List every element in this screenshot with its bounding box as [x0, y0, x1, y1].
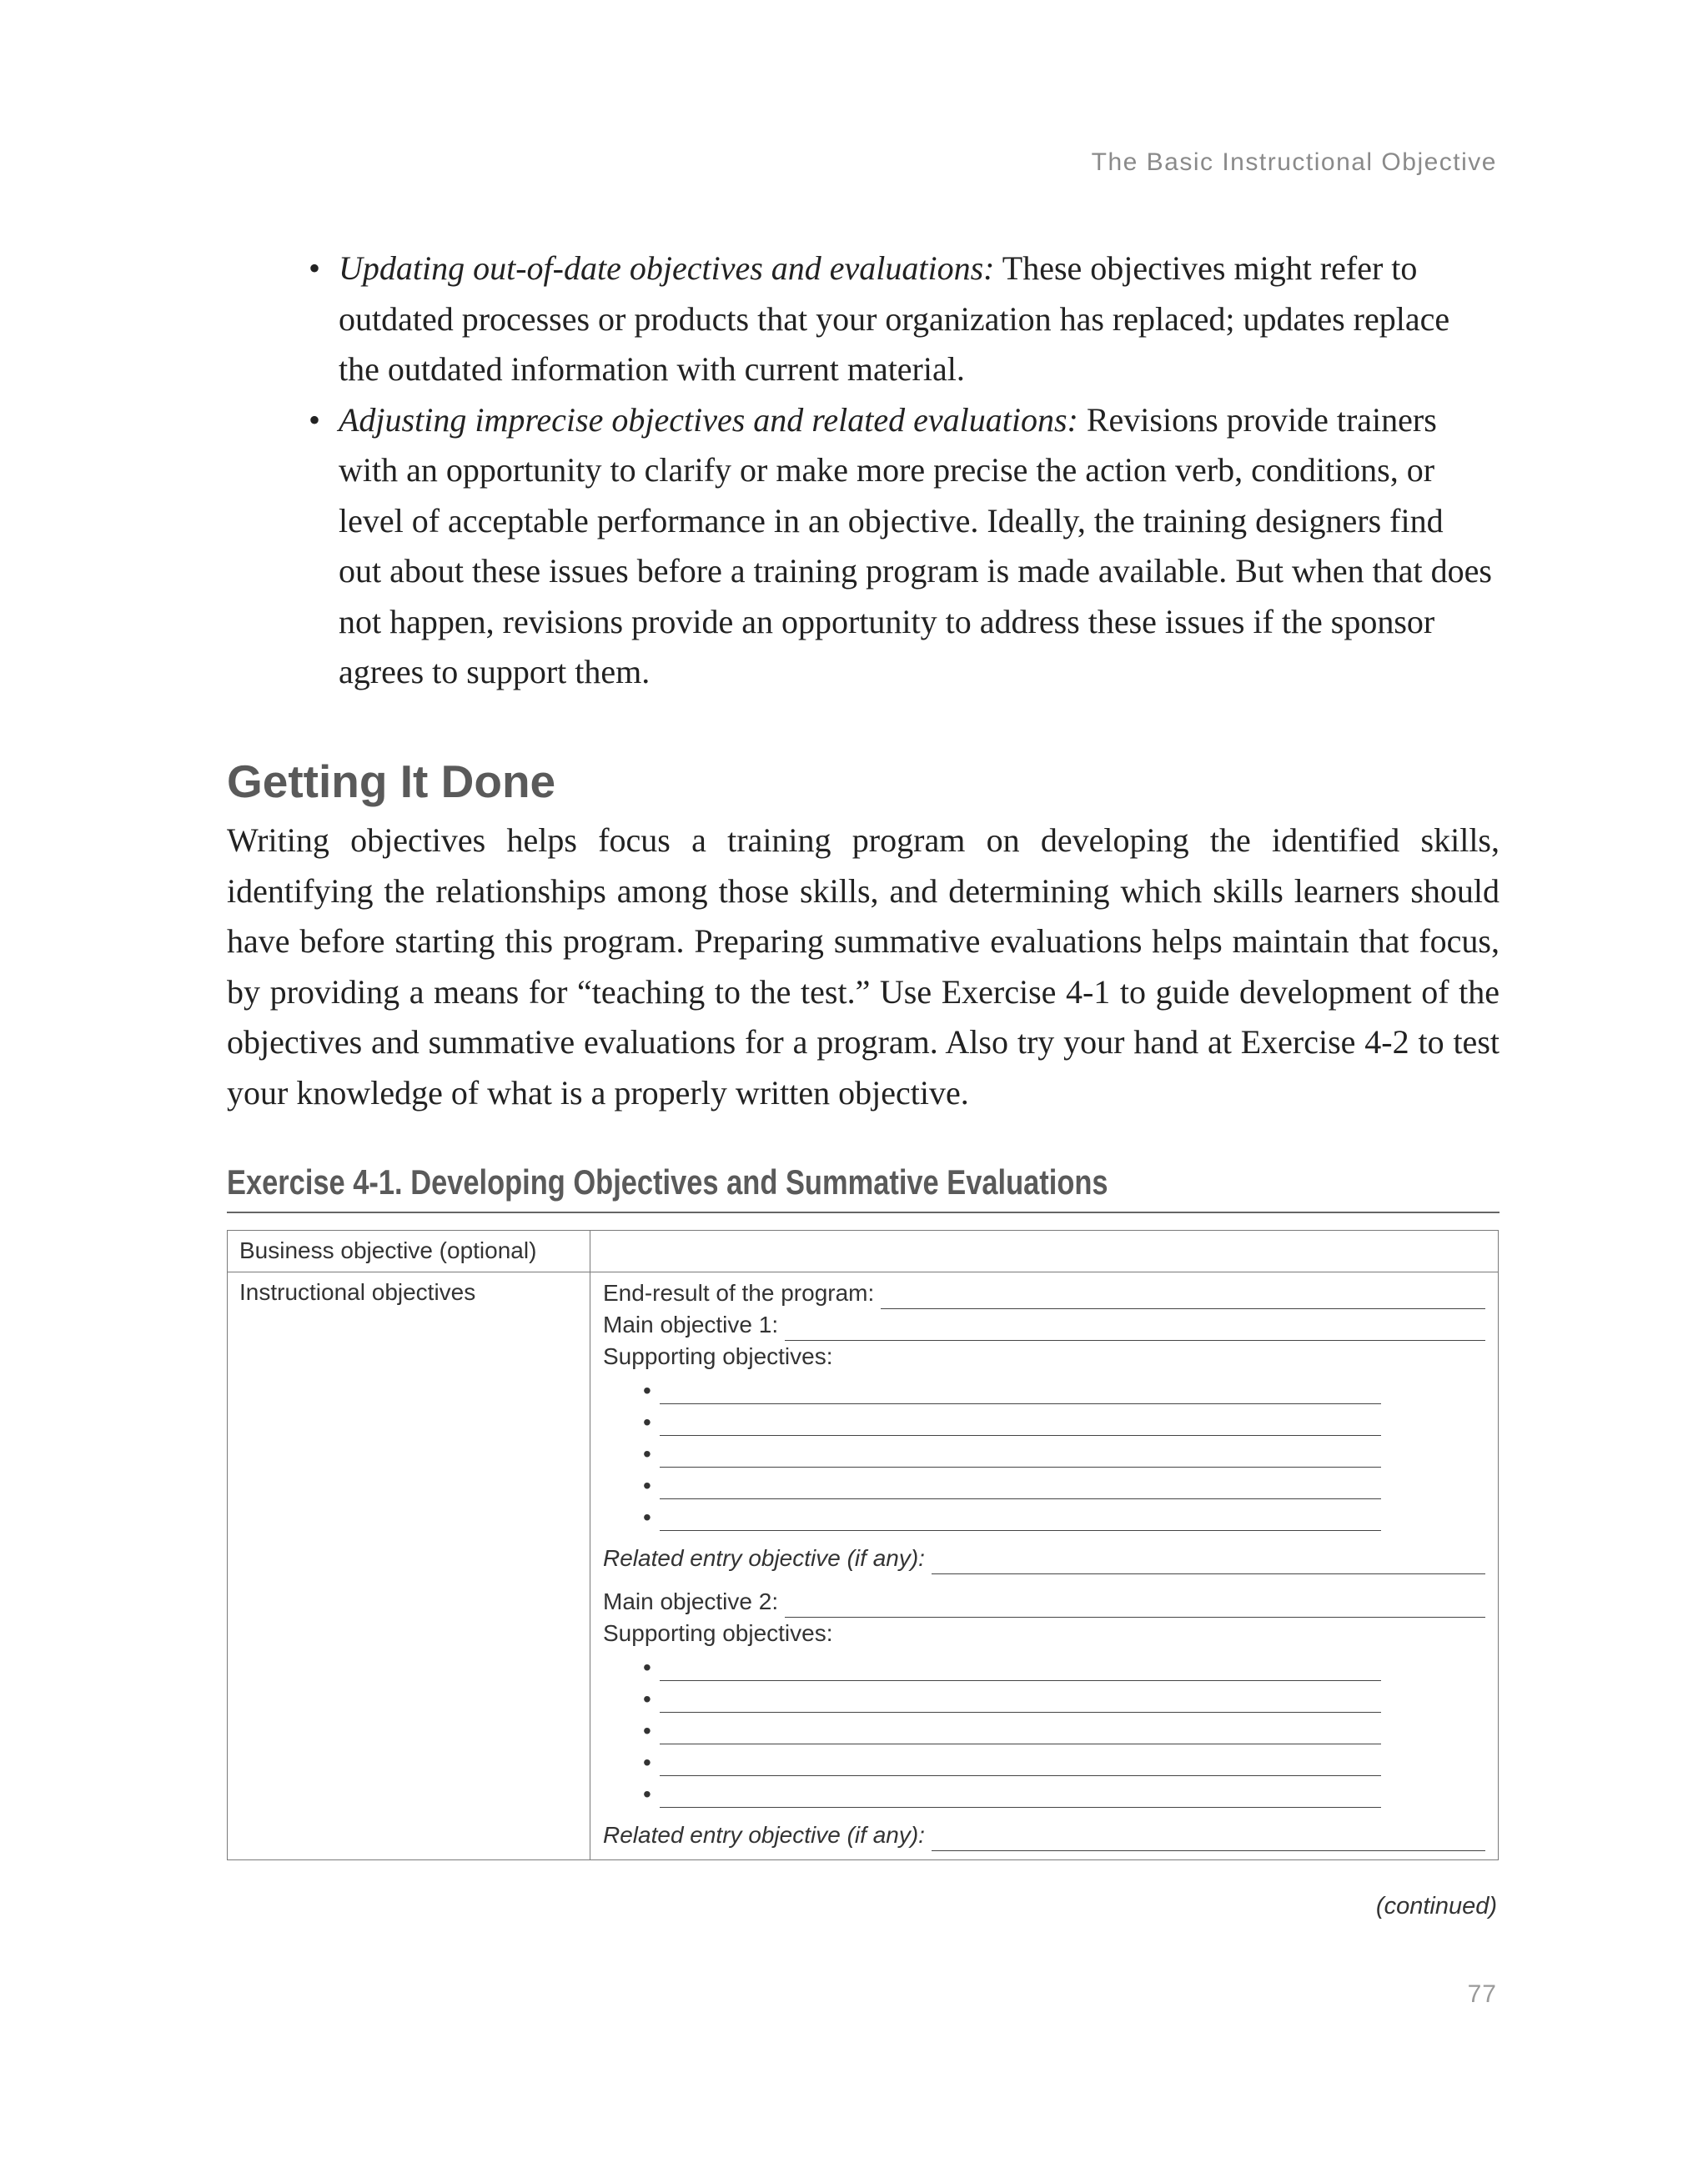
supporting-objective-row	[603, 1468, 1485, 1499]
supporting-objective-blank[interactable]	[660, 1442, 1381, 1468]
supporting-objective-row	[603, 1744, 1485, 1776]
bullet-dot: •	[643, 1749, 651, 1775]
bullet-dot: •	[643, 1686, 651, 1712]
table-row	[228, 1231, 1499, 1272]
list-item	[309, 243, 1493, 395]
list-item	[309, 395, 1493, 698]
supporting-objective-row	[603, 1499, 1485, 1531]
bullet-dot: •	[643, 1654, 651, 1680]
supporting-objectives-label: Supporting objectives:	[603, 1620, 833, 1646]
supporting-objective-row	[603, 1649, 1485, 1681]
main-objective-1-blank[interactable]	[785, 1315, 1485, 1341]
related-entry-blank[interactable]	[932, 1825, 1485, 1851]
supporting-objective-row	[603, 1436, 1485, 1468]
bullet-text: Revisions provide trainers with an opportunity to clarify or make more precise the action verb, conditions, or level of acceptable performance in an objective. Ideally, the training designers find out about these issues before a training program is made available. But when that does not happen, revisions provide an opportunity to address these issues if the sponsor agrees to support them.	[339, 400, 1492, 690]
related-entry-label: Related entry objective (if any):	[603, 1822, 925, 1848]
related-entry-blank[interactable]	[932, 1548, 1485, 1574]
end-result-row	[603, 1277, 1485, 1309]
bullet-dot: •	[309, 249, 321, 287]
instructional-objectives-cell	[590, 1272, 1499, 1860]
end-result-blank[interactable]	[881, 1283, 1485, 1309]
supporting-objective-row	[603, 1713, 1485, 1744]
table-row	[228, 1272, 1499, 1860]
supporting-objective-blank[interactable]	[660, 1655, 1381, 1681]
main-objective-1-row	[603, 1309, 1485, 1341]
main-objective-2-row	[603, 1586, 1485, 1618]
title-rule	[227, 1212, 1500, 1213]
bullet-dot: •	[643, 1409, 651, 1435]
instructional-objectives-label: Instructional objectives	[228, 1272, 590, 1860]
bullet-dot: •	[643, 1473, 651, 1498]
bullet-dot: •	[309, 400, 321, 439]
exercise-table	[227, 1230, 1499, 1860]
running-head: The Basic Instructional Objective	[1091, 148, 1497, 176]
bullet-dot: •	[643, 1718, 651, 1744]
bullet-list	[309, 243, 1493, 698]
supporting-objective-row	[603, 1681, 1485, 1713]
bullet-lead: Updating out-of-date objectives and evaluations:	[339, 249, 995, 287]
supporting-objective-blank[interactable]	[660, 1719, 1381, 1744]
end-result-label: End-result of the program:	[603, 1280, 875, 1306]
bullet-dot: •	[643, 1441, 651, 1467]
bullet-dot: •	[643, 1378, 651, 1403]
supporting-objective-row	[603, 1404, 1485, 1436]
section-title: Getting It Done	[227, 755, 556, 807]
body-paragraph: Writing objectives helps focus a training program on developing the identified skills, identifying the relationships among those skills, and determining which skills learners should have before starting this program. Preparing summative evaluations helps maintain that focus, by providing a means for “teaching to the test.” Use Exercise 4-1 to guide development of the objectives and summative evaluations for a program. Also try your hand at Exercise 4-2 to test your knowledge of what is a properly written objective.	[227, 821, 1500, 1112]
supporting-objective-blank[interactable]	[660, 1410, 1381, 1436]
business-objective-label: Business objective (optional)	[228, 1231, 590, 1272]
supporting-objective-row	[603, 1776, 1485, 1808]
continued-note: (continued)	[1375, 1893, 1497, 1920]
bullet-lead: Adjusting imprecise objectives and related evaluations:	[339, 400, 1078, 439]
supporting-objectives-label: Supporting objectives:	[603, 1343, 833, 1369]
supporting-objective-blank[interactable]	[660, 1687, 1381, 1713]
business-objective-cell[interactable]	[590, 1231, 1499, 1272]
supporting-objective-blank[interactable]	[660, 1378, 1381, 1404]
exercise-title: Exercise 4-1. Developing Objectives and Summative Evaluations	[227, 1162, 1108, 1202]
main-objective-1-label: Main objective 1:	[603, 1312, 779, 1337]
supporting-objective-blank[interactable]	[660, 1505, 1381, 1531]
supporting-objectives-2-row	[603, 1618, 1485, 1649]
supporting-objective-blank[interactable]	[660, 1473, 1381, 1499]
supporting-objective-row	[603, 1373, 1485, 1404]
bullet-dot: •	[643, 1781, 651, 1807]
supporting-objective-blank[interactable]	[660, 1750, 1381, 1776]
page-number: 77	[1467, 1980, 1497, 2008]
related-entry-label: Related entry objective (if any):	[603, 1545, 925, 1571]
related-entry-1-row	[603, 1543, 1485, 1574]
bullet-dot: •	[643, 1504, 651, 1530]
main-objective-2-label: Main objective 2:	[603, 1588, 779, 1614]
related-entry-2-row	[603, 1819, 1485, 1851]
supporting-objectives-1-row	[603, 1341, 1485, 1373]
main-objective-2-blank[interactable]	[785, 1592, 1485, 1618]
supporting-objective-blank[interactable]	[660, 1782, 1381, 1808]
bullet-text: These objectives might refer to outdated processes or products that your organization has replaced; updates replace the outdated information with current material.	[339, 249, 1450, 388]
